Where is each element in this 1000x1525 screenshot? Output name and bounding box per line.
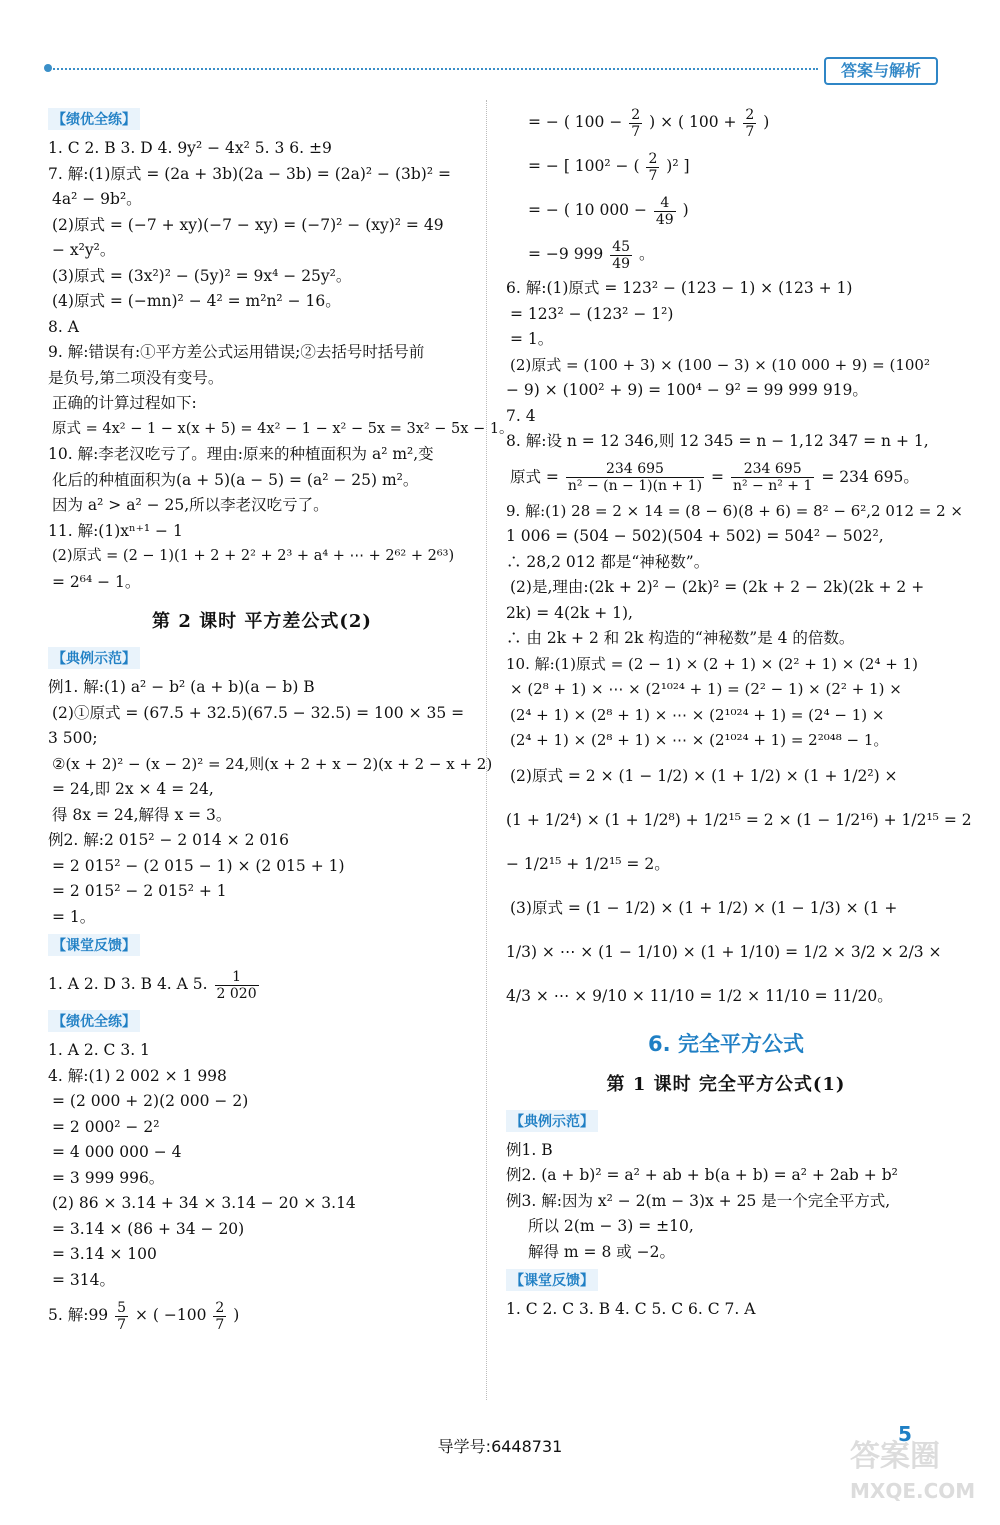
text-line: 6. 解:(1)原式 = 123² − (123 − 1) × (123 + 1) — [506, 279, 853, 297]
text-line: 得 8x = 24,解得 x = 3。 — [52, 805, 232, 824]
text-line: = 314。 — [52, 1270, 115, 1289]
column-divider — [486, 100, 487, 1400]
text-line: 例1. 解:(1) a² − b² (a + b)(a − b) B — [48, 678, 315, 696]
text-line: (2)原式 = (2 − 1)(1 + 2 + 2² + 2³ + a⁴ + ⋯ + 2⁶² + 2⁶³) — [52, 548, 455, 564]
fraction — [646, 151, 659, 184]
watermark-line: 答案圈 — [850, 1439, 940, 1474]
section-tag: 【课堂反馈】 — [48, 934, 140, 956]
text-line: 3 500; — [48, 729, 98, 747]
text-line: ②(x + 2)² − (x − 2)² = 24,则(x + 2 + x − 2)(x + 2 − x + 2) — [52, 754, 493, 773]
text-line: = (2 000 + 2)(2 000 − 2) — [52, 1092, 249, 1110]
denominator: 7 — [631, 123, 641, 140]
text-line: (4)原式 = (−mn)² − 4² = m²n² − 16。 — [52, 292, 341, 310]
page-number: 5 — [898, 1422, 912, 1446]
text-line — [506, 188, 946, 232]
text-line: = 2 015² − (2 015 − 1) × (2 015 + 1) — [52, 856, 345, 875]
numerator: 2 — [215, 1299, 225, 1316]
numerator: 4 — [654, 195, 676, 212]
text-line: = 3.14 × 100 — [52, 1245, 157, 1263]
denominator: n² − n² + 1 — [732, 478, 813, 494]
numerator: 2 — [631, 106, 641, 123]
text: = −9 999 — [528, 245, 604, 263]
fraction — [215, 969, 259, 1002]
text-line: − x²y²。 — [52, 241, 116, 259]
text-line: (3)原式 = (3x²)² − (5y)² = 9x⁴ − 25y²。 — [52, 266, 352, 285]
text-line: 例2. 解:2 015² − 2 014 × 2 016 — [48, 831, 289, 849]
text-line — [506, 100, 946, 144]
text-line: (2)原式 = (−7 + xy)(−7 − xy) = (−7)² − (xy)² = 49 — [52, 215, 444, 234]
section-tag: 【绩优全练】 — [48, 1010, 140, 1032]
text-line: (2)原式 = 2 × (1 − 1/2) × (1 + 1/2) × (1 + 1/2²) × — [510, 766, 898, 785]
left-column — [48, 104, 514, 1337]
text-line: 11. 解:(1)xⁿ⁺¹ − 1 — [48, 521, 183, 540]
text-line — [48, 1293, 476, 1337]
text-line: 是负号,第二项没有变号。 — [48, 368, 224, 387]
text-line: ∴ 由 2k + 2 和 2k 构造的“神秘数”是 4 的倍数。 — [506, 629, 855, 647]
text-line: 例3. 解:因为 x² − 2(m − 3)x + 25 是一个完全平方式, — [506, 1191, 891, 1210]
text-line: 1/3) × ⋯ × (1 − 1/10) × (1 + 1/10) = 1/2 × 3/2 × 2/3 × — [506, 942, 942, 961]
text-line: 4. 解:(1) 2 002 × 1 998 — [48, 1066, 227, 1085]
text-line: 因为 a² > a² − 25,所以李老汉吃亏了。 — [52, 496, 329, 514]
text: = − ( 100 − — [528, 113, 623, 131]
text-line: = 1。 — [510, 330, 554, 348]
text-line: 解得 m = 8 或 −2。 — [528, 1242, 676, 1261]
watermark-line: MXQE.COM — [850, 1479, 976, 1503]
text: 原式 = — [510, 467, 559, 486]
text-line: ∴ 28,2 012 都是“神秘数”。 — [506, 552, 710, 571]
text-line: (2⁴ + 1) × (2⁸ + 1) × ⋯ × (2¹⁰²⁴ + 1) = 2²⁰⁴⁸ − 1。 — [510, 731, 889, 749]
numerator: 2 — [745, 106, 755, 123]
denominator: 2 020 — [216, 985, 257, 1002]
text-line: 10. 解:(1)原式 = (2 − 1) × (2 + 1) × (2² + 1) × (2⁴ + 1) — [506, 654, 918, 673]
text-line: = 3 999 996。 — [52, 1168, 165, 1187]
fraction — [610, 239, 632, 272]
text: = — [711, 467, 725, 486]
text-line: = 2⁶⁴ − 1。 — [52, 572, 141, 591]
guide-number: 导学号:6448731 — [437, 1437, 563, 1456]
text-line: 1. C 2. B 3. D 4. 9y² − 4x² 5. 3 6. ±9 — [48, 139, 332, 157]
text-line: (2)①原式 = (67.5 + 32.5)(67.5 − 32.5) = 100 × 35 = — [52, 703, 465, 722]
numerator: 2 — [648, 150, 658, 167]
denominator: 7 — [215, 1316, 225, 1333]
text-line: = 123² − (123² − 1²) — [510, 304, 674, 323]
text-line: 4a² − 9b²。 — [52, 190, 142, 208]
right-column — [506, 100, 972, 1323]
denominator: 7 — [648, 167, 658, 184]
section-tag: 【典例示范】 — [506, 1110, 598, 1132]
text: ) — [682, 201, 689, 219]
text-line: 原式 = 4x² − 1 − x(x + 5) = 4x² − 1 − x² − 5x = 3x² − 5x − 1。 — [52, 420, 514, 437]
text-line: 7. 4 — [506, 406, 536, 425]
text-line: (2)是,理由:(2k + 2)² − (2k)² = (2k + 2 − 2k)(2k + 2 + — [510, 578, 925, 596]
numerator: 45 — [612, 238, 631, 255]
fraction — [213, 1300, 226, 1333]
text-line: = 2 000² − 2² — [52, 1117, 160, 1136]
text-line: (2⁴ + 1) × (2⁸ + 1) × ⋯ × (2¹⁰²⁴ + 1) = (2⁴ − 1) × — [510, 705, 885, 724]
text: )² ] — [666, 157, 690, 175]
text-line: = 1。 — [52, 907, 96, 926]
text-line: = 4 000 000 − 4 — [52, 1143, 182, 1161]
fraction — [566, 461, 704, 494]
fraction — [115, 1300, 128, 1333]
text-line: (1 + 1/2⁴) × (1 + 1/2⁸) + 1/2¹⁵ = 2 × (1 − 1/2¹⁶) + 1/2¹⁵ = 2 — [506, 810, 972, 829]
text-line: 1. C 2. C 3. B 4. C 5. C 6. C 7. A — [506, 1300, 756, 1318]
text: ) — [763, 113, 770, 131]
section-tag: 【典例示范】 — [48, 647, 140, 669]
numerator: 234 695 — [731, 461, 814, 478]
text-line: 例2. (a + b)² = a² + ab + b(a + b) = a² + 2ab + b² — [506, 1166, 898, 1184]
denominator: 7 — [745, 123, 755, 140]
text-line: 1. A 2. C 3. 1 — [48, 1041, 150, 1059]
text-line: (2) 86 × 3.14 + 34 × 3.14 − 20 × 3.14 — [52, 1194, 356, 1212]
numerator: 5 — [117, 1299, 127, 1316]
text: 5. 解:99 — [48, 1306, 109, 1324]
text-line: 9. 解:错误有:①平方差公式运用错误;②去括号时括号前 — [48, 343, 425, 361]
denominator: 49 — [612, 255, 631, 272]
text-line: 4/3 × ⋯ × 9/10 × 11/10 = 1/2 × 11/10 = 11/20。 — [506, 986, 893, 1005]
text-line: = 2 015² − 2 015² + 1 — [52, 882, 227, 900]
fraction — [731, 461, 814, 494]
text-line: = 3.14 × (86 + 34 − 20) — [52, 1219, 245, 1238]
text-line: 2k) = 4(2k + 1), — [506, 603, 633, 622]
fraction — [654, 195, 676, 228]
fraction — [743, 107, 756, 140]
fraction — [629, 107, 642, 140]
denominator: n² − (n − 1)(n + 1) — [567, 478, 703, 494]
text: ) × ( 100 + — [649, 113, 737, 131]
denominator: 7 — [117, 1316, 127, 1333]
section-tag: 【绩优全练】 — [48, 108, 140, 130]
header-tab: 答案与解析 — [824, 57, 938, 85]
text-line: 8. A — [48, 317, 79, 336]
text: = − ( 10 000 − — [528, 201, 647, 219]
chapter-title: 6. 完全平方公式 — [648, 1031, 804, 1056]
text-line: × (2⁸ + 1) × ⋯ × (2¹⁰²⁴ + 1) = (2² − 1) × (2² + 1) × — [510, 680, 902, 698]
text-line: 例1. B — [506, 1140, 553, 1159]
text-line — [506, 455, 946, 499]
text-line: 9. 解:(1) 28 = 2 × 14 = (8 − 6)(8 + 6) = 8² − 6²,2 012 = 2 × — [506, 501, 963, 520]
numerator: 1 — [215, 969, 259, 986]
answer-line — [48, 962, 476, 1006]
watermark — [850, 1440, 990, 1510]
lesson-title: 第 2 课时 平方差公式(2) — [152, 611, 372, 632]
text-line: 化后的种植面积为(a + 5)(a − 5) = (a² − 25) m²。 — [52, 470, 419, 489]
text-line: − 1/2¹⁵ + 1/2¹⁵ = 2。 — [506, 854, 670, 873]
text-line: 正确的计算过程如下: — [52, 394, 197, 412]
text-line: − 9) × (100² + 9) = 100⁴ − 9² = 99 999 919。 — [506, 381, 868, 399]
text-line: 1 006 = (504 − 502)(504 + 502) = 504² − 502², — [506, 527, 884, 545]
answer-text: 1. A 2. D 3. B 4. A 5. — [48, 975, 208, 993]
text: × ( −100 — [134, 1306, 207, 1324]
section-tag: 【课堂反馈】 — [506, 1269, 598, 1291]
text-line: (3)原式 = (1 − 1/2) × (1 + 1/2) × (1 − 1/3) × (1 + — [510, 898, 898, 917]
text-line: 10. 解:李老汉吃亏了。理由:原来的种植面积为 a² m²,变 — [48, 445, 434, 463]
text: = 234 695。 — [821, 467, 919, 486]
text: 。 — [638, 245, 655, 263]
text: ) — [233, 1306, 240, 1324]
text-line — [506, 232, 946, 276]
header-rule — [46, 68, 818, 70]
text-line: (2)原式 = (100 + 3) × (100 − 3) × (10 000 + 9) = (100² — [510, 355, 930, 374]
text: = − [ 100² − ( — [528, 157, 640, 175]
text-line: 7. 解:(1)原式 = (2a + 3b)(2a − 3b) = (2a)² − (3b)² = — [48, 164, 451, 183]
text-line: 所以 2(m − 3) = ±10, — [528, 1217, 694, 1235]
text-line: 8. 解:设 n = 12 346,则 12 345 = n − 1,12 347 = n + 1, — [506, 432, 929, 450]
numerator: 234 695 — [566, 461, 704, 478]
lesson-title: 第 1 课时 完全平方公式(1) — [606, 1073, 846, 1095]
denominator: 49 — [655, 211, 674, 228]
text-line — [506, 144, 946, 188]
text-line: = 24,即 2x × 4 = 24, — [52, 780, 214, 798]
